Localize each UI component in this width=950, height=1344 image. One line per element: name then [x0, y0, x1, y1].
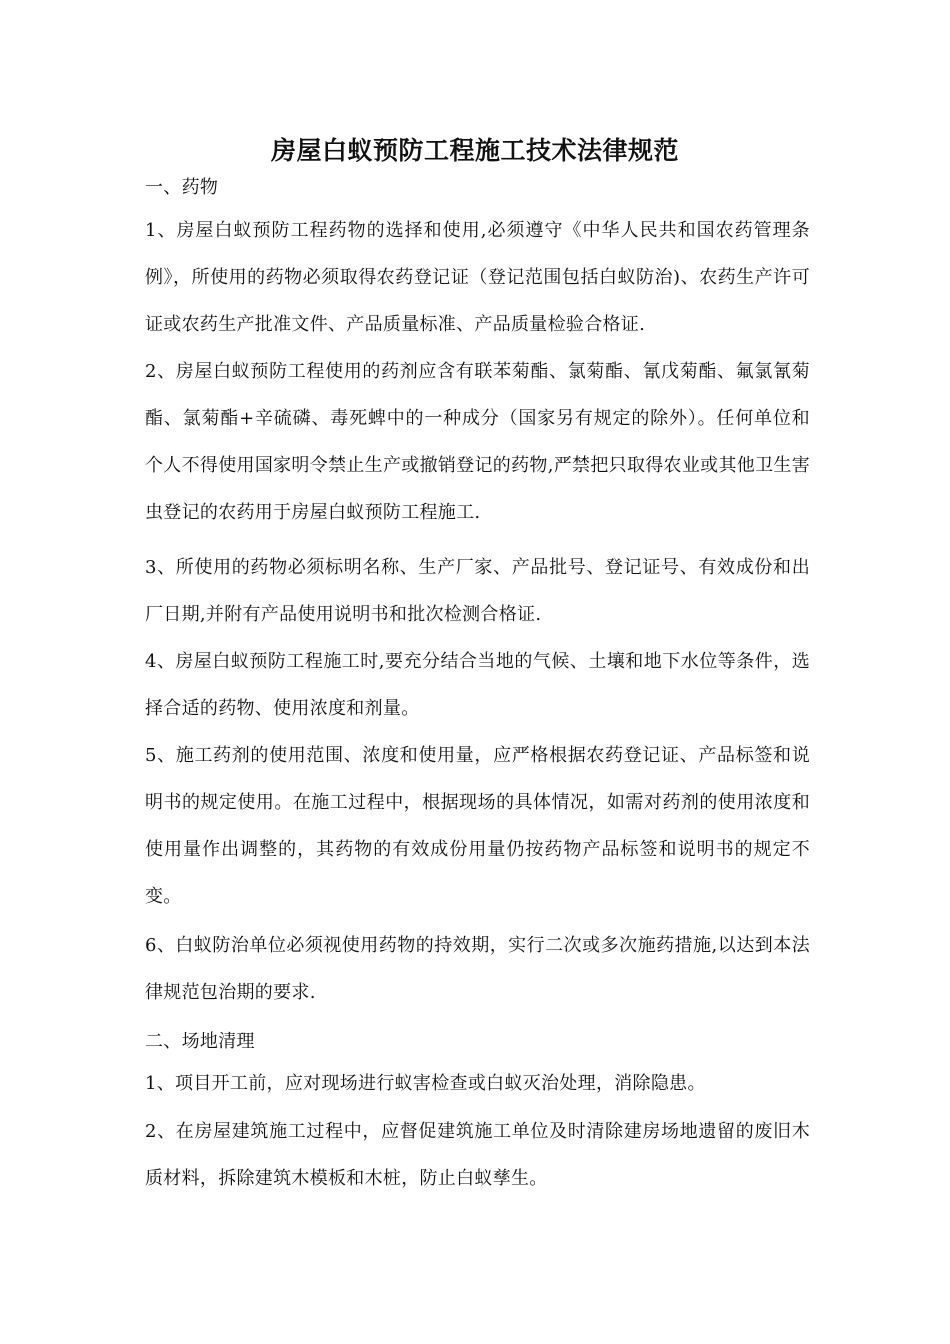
paragraph-site-1: 1、项目开工前，应对现场进行蚁害检查或白蚁灭治处理，消除隐患。 — [145, 1073, 706, 1094]
paragraph-drugs-2: 2、房屋白蚁预防工程使用的药剂应含有联苯菊酯、氯菊酯、氰戊菊酯、氟氯氰菊酯、氯菊酯+辛硫磷、毒死蜱中的一种成分（国家另有规定的除外）。任何单位和个人不得使用国家明令禁止生产或撤销登记的药物,严禁把只取得农业或其他卫生害虫登记的农药用于房屋白蚁预防工程施工. — [145, 361, 810, 523]
paragraph-site-2: 2、在房屋建筑施工过程中，应督促建筑施工单位及时清除建房场地遗留的废旧木质材料，拆除建筑木模板和木桩，防止白蚁孳生。 — [145, 1121, 810, 1189]
section-heading-site-clearing: 二、场地清理 — [145, 1031, 255, 1052]
section-heading-drugs: 一、药物 — [145, 177, 219, 198]
paragraph-drugs-6: 6、白蚁防治单位必须视使用药物的持效期，实行二次或多次施药措施,以达到本法律规范包治期的要求. — [145, 935, 810, 1003]
paragraph-drugs-3: 3、所使用的药物必须标明名称、生产厂家、产品批号、登记证号、有效成份和出厂日期,并附有产品使用说明书和批次检测合格证. — [145, 557, 810, 625]
paragraph-drugs-4: 4、房屋白蚁预防工程施工时,要充分结合当地的气候、土壤和地下水位等条件，选择合适的药物、使用浓度和剂量。 — [145, 651, 810, 719]
paragraph-drugs-5: 5、施工药剂的使用范围、浓度和使用量，应严格根据农药登记证、产品标签和说明书的规定使用。在施工过程中，根据现场的具体情况，如需对药剂的使用浓度和使用量作出调整的，其药物的有效成份用量仍按药物产品标签和说明书的规定不变。 — [145, 745, 810, 907]
paragraph-drugs-1: 1、房屋白蚁预防工程药物的选择和使用,必须遵守《中华人民共和国农药管理条例》，所使用的药物必须取得农药登记证（登记范围包括白蚁防治)、农药生产许可证或农药生产批准文件、产品质量标准、产品质量检验合格证. — [145, 220, 810, 335]
document-title: 房屋白蚁预防工程施工技术法律规范 — [270, 136, 679, 165]
